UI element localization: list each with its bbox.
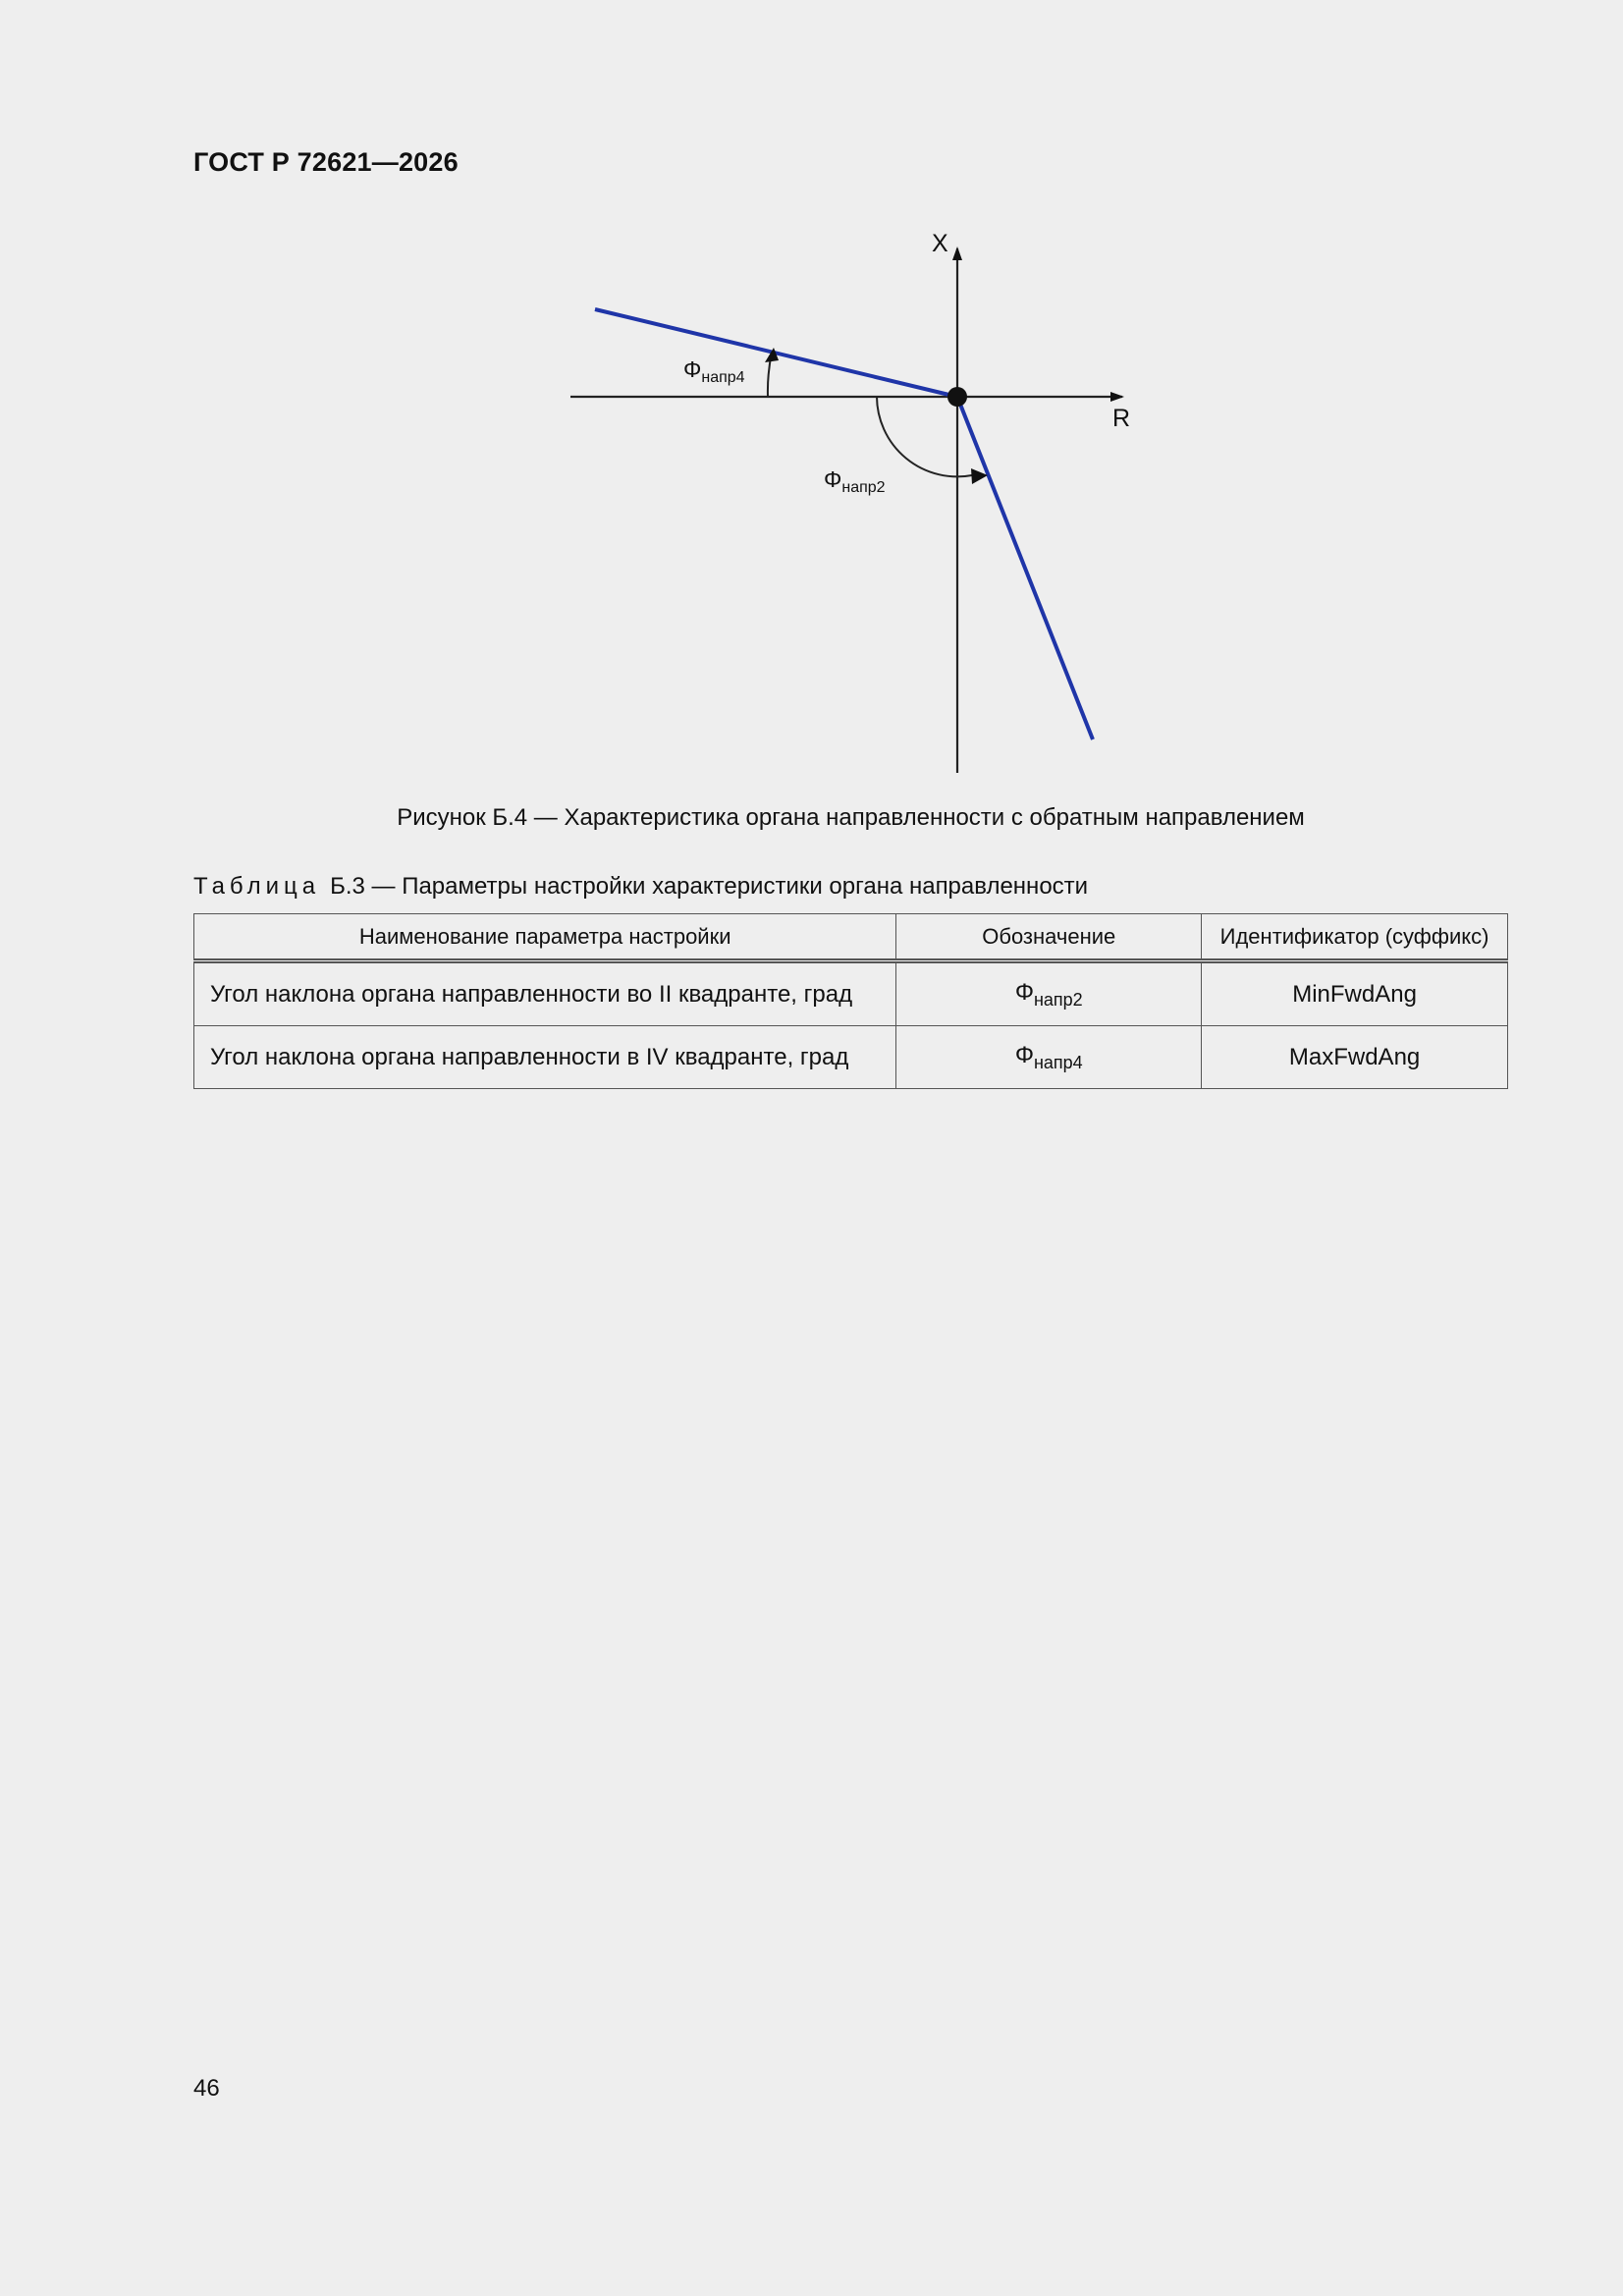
row-symbol	[896, 1026, 1202, 1089]
row-parameter-name: Угол наклона органа направленности в IV квадранте, град	[194, 1026, 896, 1089]
angle2-label	[824, 466, 886, 496]
table-header-row	[194, 914, 1508, 961]
row-symbol	[896, 961, 1202, 1026]
document-header: ГОСТ Р 72621—2026	[193, 147, 459, 177]
header-symbol: Обозначение	[896, 914, 1202, 961]
axis-x-label: X	[932, 230, 948, 257]
figure-caption: Рисунок Б.4 — Характеристика органа направленности с обратным направлением	[397, 804, 1305, 831]
row-parameter-name: Угол наклона органа направленности во II квадранте, град	[194, 961, 896, 1026]
angle4-label	[683, 356, 745, 386]
header-identifier: Идентификатор (суффикс)	[1202, 914, 1508, 961]
characteristic-line-quadrant-2	[595, 309, 957, 397]
row-symbol-main: Φ	[1014, 1041, 1034, 1068]
table-row	[194, 1026, 1508, 1089]
table-title-text: Б.3 — Параметры настройки характеристики органа направленности	[330, 873, 1089, 900]
table-title	[193, 873, 1088, 901]
row-symbol-subscript: напр4	[1033, 1052, 1083, 1072]
table-label-word: Таблица	[193, 873, 321, 900]
characteristic-line-quadrant-4	[957, 397, 1093, 739]
row-symbol-main: Φ	[1014, 978, 1034, 1006]
axis-r-label: R	[1112, 405, 1131, 432]
row-identifier: MinFwdAng	[1202, 961, 1508, 1026]
page-number: 46	[193, 2075, 220, 2102]
settings-parameters-table	[193, 913, 1508, 1089]
table-row	[194, 961, 1508, 1026]
angle4-subscript: напр4	[701, 369, 745, 386]
origin-point	[947, 387, 967, 407]
angle2-subscript: напр2	[841, 479, 886, 496]
directional-characteristic-diagram	[0, 0, 1623, 786]
row-identifier: MaxFwdAng	[1202, 1026, 1508, 1089]
row-symbol-subscript: напр2	[1033, 989, 1083, 1010]
header-parameter-name: Наименование параметра настройки	[194, 914, 896, 961]
angle4-symbol: Φ	[683, 356, 702, 382]
angle2-symbol: Φ	[824, 466, 842, 492]
